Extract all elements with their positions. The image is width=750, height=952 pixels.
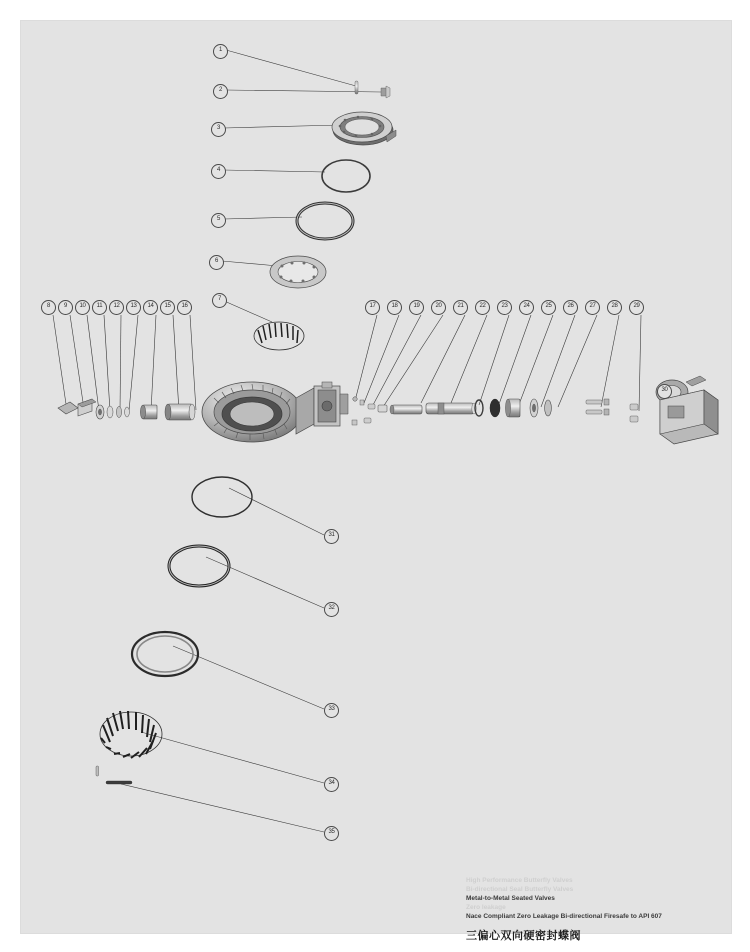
callout-13: 13	[126, 300, 141, 315]
part-gasket-ring	[297, 203, 353, 239]
callout-16: 16	[177, 300, 192, 315]
callout-6: 6	[209, 255, 224, 270]
callout-27: 27	[585, 300, 600, 315]
callout-24: 24	[519, 300, 534, 315]
part-lamellar-pack-34	[100, 711, 162, 758]
callout-19: 19	[409, 300, 424, 315]
callout-25: 25	[541, 300, 556, 315]
callout-30: 30	[657, 384, 672, 399]
callout-4: 4	[211, 164, 226, 179]
callout-34: 34	[324, 777, 339, 792]
part-lamellar-ring-pack	[254, 322, 304, 350]
callout-23: 23	[497, 300, 512, 315]
caption-line-1: High Performance Butterfly Valves	[466, 877, 573, 884]
callout-10: 10	[75, 300, 90, 315]
callout-35: 35	[324, 826, 339, 841]
part-metal-seal-ring	[132, 632, 198, 676]
caption-chinese-title: 三偏心双向硬密封蝶阀	[466, 930, 581, 942]
caption-line-4: Zero leakage	[466, 904, 506, 911]
caption-block	[466, 876, 726, 943]
callout-7: 7	[212, 293, 227, 308]
part-pin-35	[96, 766, 132, 784]
callout-18: 18	[387, 300, 402, 315]
callout-2: 2	[213, 84, 228, 99]
callout-11: 11	[92, 300, 107, 315]
callout-33: 33	[324, 703, 339, 718]
part-oring-32	[169, 546, 229, 586]
callout-28: 28	[607, 300, 622, 315]
callout-29: 29	[629, 300, 644, 315]
part-valve-body	[202, 382, 348, 442]
caption-line-5: Nace Compliant Zero Leakage Bi-directional Firesafe to API 607	[466, 913, 662, 920]
callout-8: 8	[41, 300, 56, 315]
callout-3: 3	[211, 122, 226, 137]
part-laminated-seal	[270, 256, 326, 288]
part-oring-small	[322, 160, 370, 192]
callout-32: 32	[324, 602, 339, 617]
callout-5: 5	[211, 213, 226, 228]
caption-line-2: Bi-directional Seal Butterfly Valves	[466, 886, 574, 893]
callout-21: 21	[453, 300, 468, 315]
caption-line-3: Metal-to-Metal Seated Valves	[466, 895, 555, 902]
callout-20: 20	[431, 300, 446, 315]
part-key	[381, 86, 390, 98]
part-seat-retainer	[332, 112, 396, 145]
callout-31: 31	[324, 529, 339, 544]
callout-15: 15	[160, 300, 175, 315]
part-oring-31	[192, 477, 252, 517]
callout-9: 9	[58, 300, 73, 315]
callout-12: 12	[109, 300, 124, 315]
part-group-left-fasteners	[58, 399, 195, 420]
callout-17: 17	[365, 300, 380, 315]
part-group-right-stem-and-fasteners	[352, 397, 638, 425]
callout-22: 22	[475, 300, 490, 315]
callout-1: 1	[213, 44, 228, 59]
callout-26: 26	[563, 300, 578, 315]
part-pin	[355, 81, 358, 94]
callout-14: 14	[143, 300, 158, 315]
